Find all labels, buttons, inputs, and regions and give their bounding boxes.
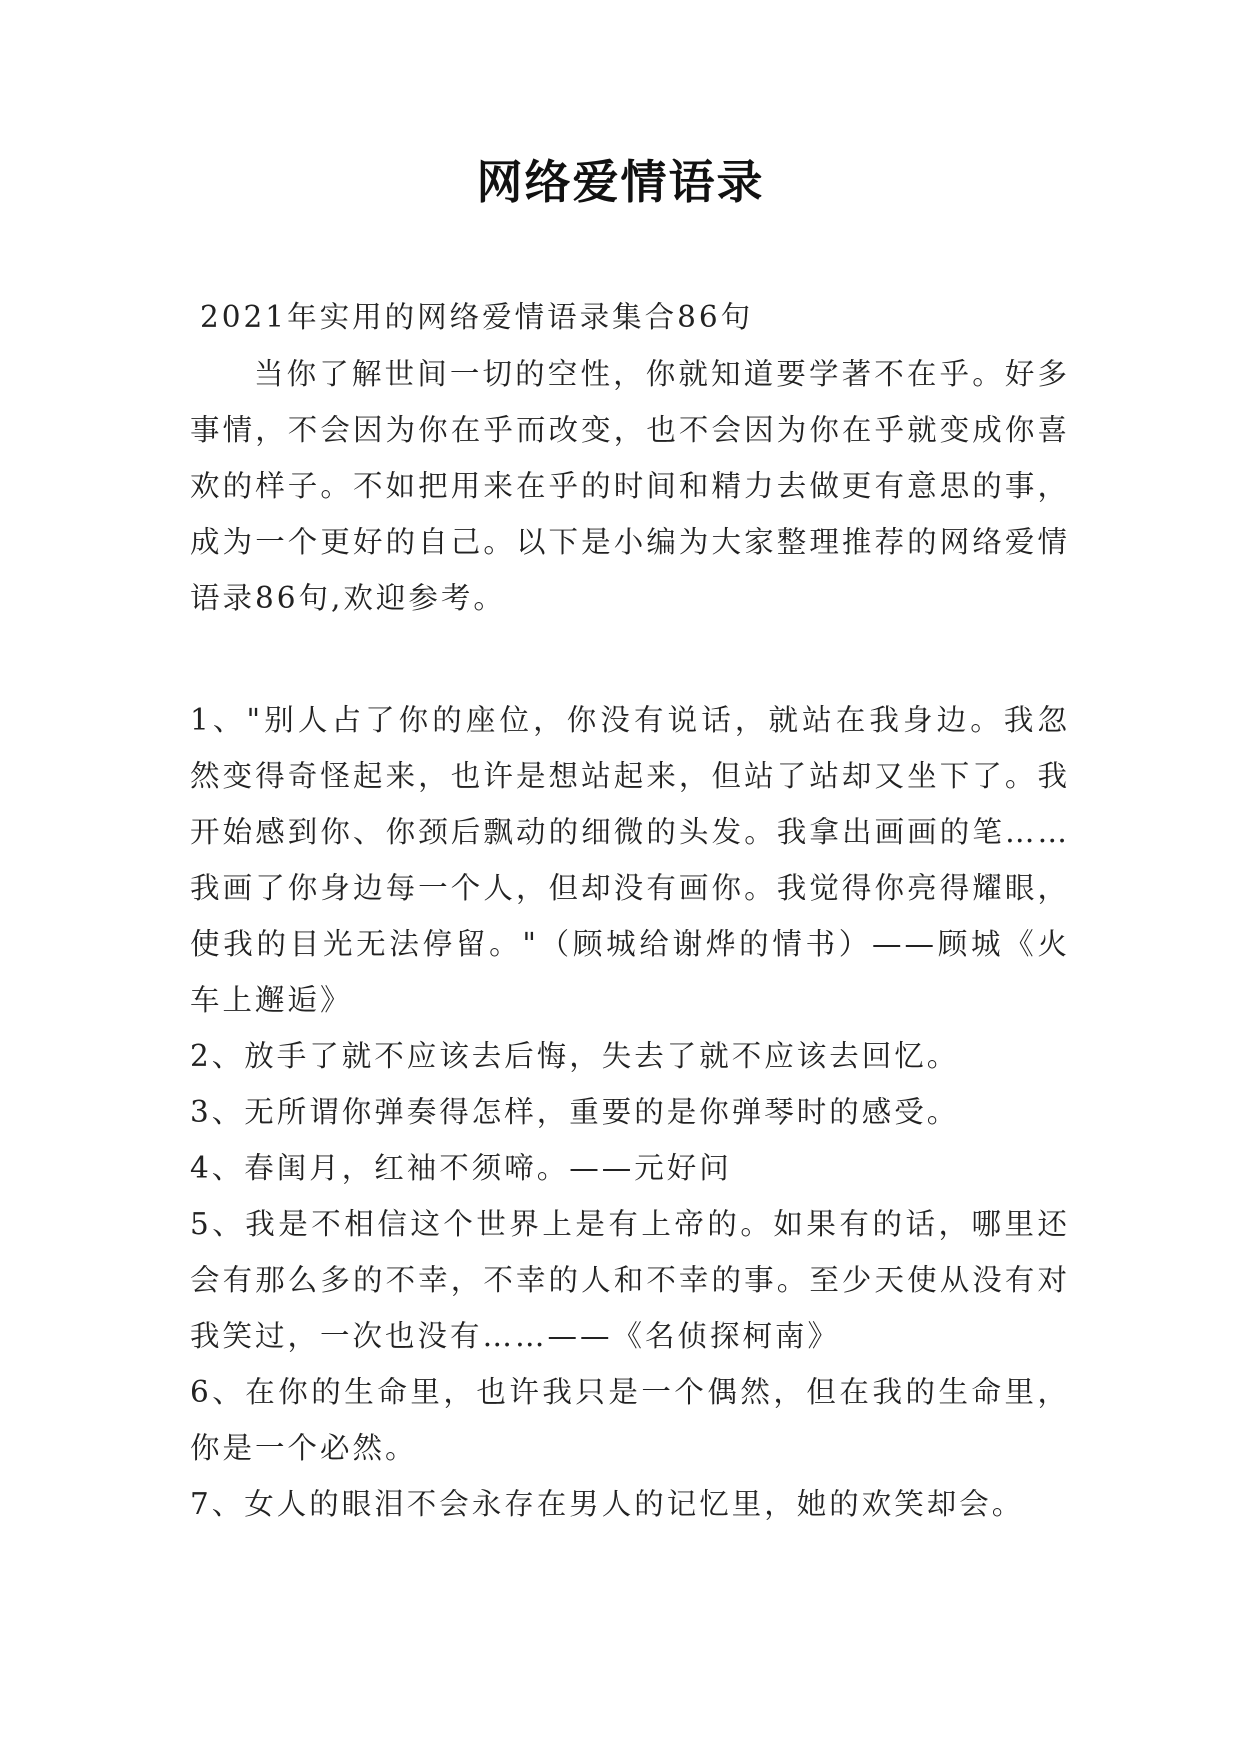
quote-item: 4、春闺月，红袖不须啼。——元好问 (190, 1151, 732, 1185)
quote-item: 7、女人的眼泪不会永存在男人的记忆里，她的欢笑却会。 (190, 1487, 1025, 1521)
quote-item: 3、无所谓你弹奏得怎样，重要的是你弹琴时的感受。 (190, 1095, 960, 1129)
quote-list (190, 692, 1070, 1532)
quote-item: 6、在你的生命里，也许我只是一个偶然，但在我的生命里，你是一个必然。 (190, 1375, 1070, 1465)
quote-item: 2、放手了就不应该去后悔，失去了就不应该去回忆。 (190, 1039, 960, 1073)
quote-item: 1、"别人占了你的座位，你没有说话，就站在我身边。我忽然变得奇怪起来，也许是想站起来，但站了站却又坐下了。我开始感到你、你颈后飘动的细微的头发。我拿出画画的笔……我画了你身边每一个人，但却没有画你。我觉得你亮得耀眼，使我的目光无法停留。"（顾城给谢烨的情书）——顾城《火车上邂逅》 (190, 703, 1070, 1017)
intro-paragraph: 当你了解世间一切的空性，你就知道要学著不在乎。好多事情，不会因为你在乎而改变，也不会因为你在乎就变成你喜欢的样子。不如把用来在乎的时间和精力去做更有意思的事，成为一个更好的自己。以下是小编为大家整理推荐的网络爱情语录86句,欢迎参考。 (190, 357, 1070, 615)
document-subtitle: 2021年实用的网络爱情语录集合86句 (200, 300, 754, 334)
document-title: 网络爱情语录 (476, 155, 765, 209)
quote-item: 5、我是不相信这个世界上是有上帝的。如果有的话，哪里还会有那么多的不幸，不幸的人和不幸的事。至少天使从没有对我笑过，一次也没有……——《名侦探柯南》 (190, 1207, 1070, 1353)
